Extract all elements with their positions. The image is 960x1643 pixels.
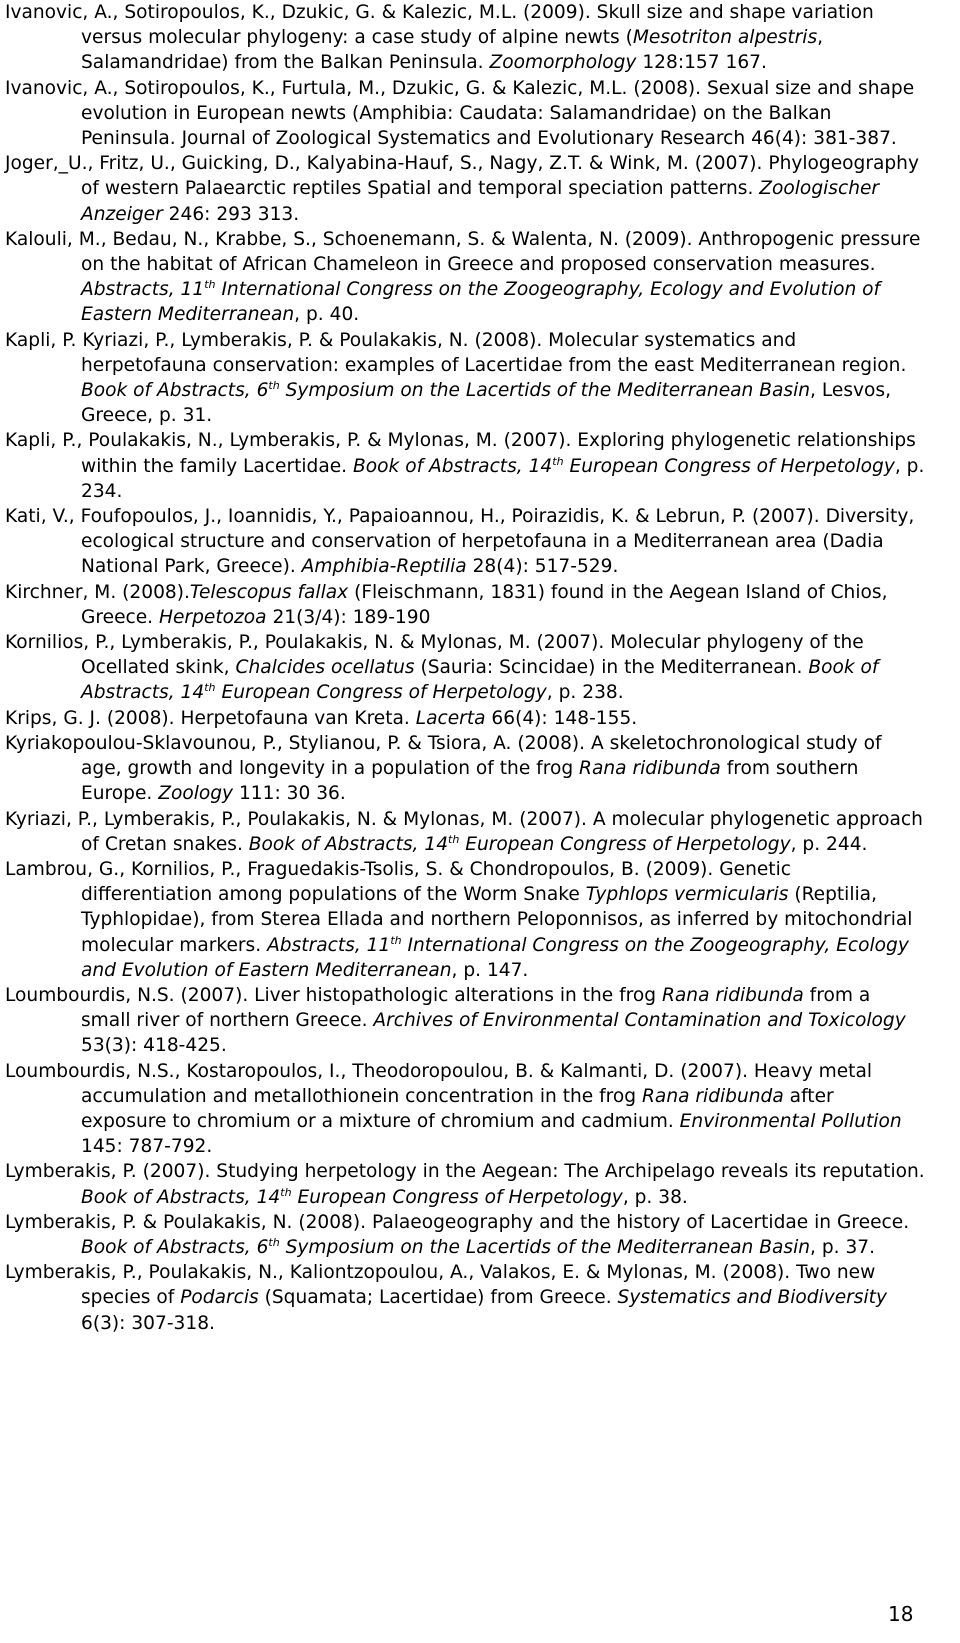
ref-journal: European Congress of Herpetology <box>215 682 547 704</box>
ref-journal: Abstracts, 11 <box>81 279 205 301</box>
ref-text: 145: 787-792. <box>81 1136 213 1158</box>
ref-text: Krips, G. J. (2008). Herpetofauna van Kreta. <box>5 707 416 729</box>
ref-journal: Symposium on the Lacertids of the Mediterranean Basin <box>279 1236 811 1258</box>
ref-journal: Herpetozoa <box>159 606 267 628</box>
reference-entry <box>5 76 925 152</box>
ref-journal: Book of Abstracts, 6 <box>81 380 269 402</box>
ref-superscript: th <box>448 832 460 846</box>
reference-entry <box>5 1059 925 1160</box>
ref-text: 111: 30 36. <box>233 783 346 805</box>
ref-text: 128:157 167. <box>636 52 767 74</box>
reference-entry <box>5 731 925 807</box>
ref-journal: Archives of Environmental Contamination and Toxicology <box>373 1010 906 1032</box>
ref-text: Ivanovic, A., Sotiropoulos, K., Dzukic, G. & Kalezic, M.L. (2009). Skull size and shape variation versus molecular phylogeny: a case study of alpine newts ( <box>5 2 874 49</box>
ref-journal: Zoology <box>158 783 234 805</box>
ref-text: Lymberakis, P. (2007). Studying herpetology in the Aegean: The Archipelago reveals its reputation. <box>5 1161 925 1183</box>
ref-text: Loumbourdis, N.S., Kostaropoulos, I., Theodoropoulou, B. & Kalmanti, D. (2007). Heavy metal accumulation and metallothionein concentration in the frog <box>5 1060 873 1107</box>
page-number: 18 <box>888 1602 914 1626</box>
ref-text: Kyriakopoulou-Sklavounou, P., Stylianou, P. & Tsiora, A. (2008). A skeletochronological study of age, growth and longevity in a population of the frog <box>5 732 882 780</box>
ref-text: Kati, V., Foufopoulos, J., Ioannidis, Y., Papaioannou, H., Poirazidis, K. & Lebrun, P. (2007). Diversity, ecological structure and conservation of herpetofauna in a Mediterranean area (Dadia National Park, Greece). <box>5 506 915 578</box>
ref-superscript: th <box>204 681 216 695</box>
ref-journal: Systematics and Biodiversity <box>617 1287 887 1309</box>
ref-text: (Reptilia, Typhlopidae), from Sterea Ellada and northern Peloponnisos, as inferred by mitochondrial molecular markers. <box>81 884 913 956</box>
ref-journal: Book of Abstracts, 14 <box>248 833 449 855</box>
reference-entry <box>5 857 925 983</box>
ref-superscript: th <box>268 378 280 392</box>
ref-text: 28(4): 517-529. <box>466 556 619 578</box>
ref-text: , p. 38. <box>622 1186 688 1208</box>
ref-journal: Book of Abstracts, 14 <box>81 1186 281 1208</box>
ref-text: , p. 238. <box>546 682 624 704</box>
reference-entry <box>5 1159 925 1209</box>
ref-text: Joger,_U., Fritz, U., Guicking, D., Kalyabina-Hauf, S., Nagy, Z.T. & Wink, M. (2007). Phylogeography of western Palaearctic reptiles Spatial and temporal speciation patterns. <box>5 153 919 200</box>
reference-entry <box>5 504 925 580</box>
ref-journal: Amphibia-Reptilia <box>301 556 467 578</box>
ref-journal: Zoomorphology <box>489 52 637 74</box>
reference-entry <box>5 580 925 630</box>
ref-journal: European Congress of Herpetology <box>563 455 895 477</box>
ref-text: , Salamandridae) from the Balkan Peninsula. <box>81 27 824 74</box>
ref-text: (Squamata; Lacertidae) from Greece. <box>258 1287 618 1309</box>
ref-journal: Zoologischer Anzeiger <box>81 178 880 225</box>
reference-entry <box>5 328 925 429</box>
ref-text: (Sauria: Scincidae) in the Mediterranean. <box>414 657 809 679</box>
ref-text: 53(3): 418-425. <box>81 1035 227 1057</box>
reference-entry <box>5 227 925 328</box>
ref-text: , p. 244. <box>790 833 868 855</box>
ref-text: (Fleischmann, 1831) found in the Aegean Island of Chios, Greece. <box>81 581 888 628</box>
reference-entry <box>5 630 925 706</box>
ref-text: , p. 37. <box>810 1236 876 1258</box>
reference-entry <box>5 983 925 1059</box>
reference-entry <box>5 706 925 731</box>
ref-journal: Abstracts, 11 <box>267 934 391 956</box>
ref-text: Ivanovic, A., Sotiropoulos, K., Furtula, M., Dzukic, G. & Kalezic, M.L. (2008). Sexual size and shape evolution in European newts (Amphibia: Caudata: Salamandridae) on the Balkan Peninsula. Journal of Zoological Systematics and Evolutionary Research 46(4): 381-387. <box>5 77 915 150</box>
ref-text: Lymberakis, P. & Poulakakis, N. (2008). Palaeogeography and the history of Lacertidae in Greece. <box>5 1211 910 1233</box>
ref-journal: Lacerta <box>415 707 486 729</box>
ref-journal: European Congress of Herpetology <box>291 1186 623 1208</box>
ref-text-italic: Rana ridibunda <box>661 984 804 1006</box>
ref-superscript: th <box>204 278 216 292</box>
reference-entry <box>5 0 925 76</box>
ref-journal: Book of Abstracts, 6 <box>81 1236 269 1258</box>
ref-superscript: th <box>390 933 402 947</box>
ref-text: Kalouli, M., Bedau, N., Krabbe, S., Schoenemann, S. & Walenta, N. (2009). Anthropogenic pressure on the habitat of African Chameleon in Greece and proposed conservation measures. <box>5 228 921 276</box>
ref-text: Loumbourdis, N.S. (2007). Liver histopathologic alterations in the frog <box>5 984 662 1006</box>
ref-text: 66(4): 148-155. <box>485 707 638 729</box>
ref-journal: Environmental Pollution <box>679 1110 902 1132</box>
ref-journal: Symposium on the Lacertids of the Mediterranean Basin <box>279 380 811 402</box>
ref-journal: European Congress of Herpetology <box>459 833 791 855</box>
reference-entry <box>5 1210 925 1260</box>
ref-text: Lambrou, G., Kornilios, P., Fraguedakis-Tsolis, S. & Chondropoulos, B. (2009). Genetic differentiation among populations of the Worm Snake <box>5 858 791 906</box>
ref-superscript: th <box>268 1235 280 1249</box>
ref-journal: Book of Abstracts, 14 <box>353 455 553 477</box>
reference-list <box>5 0 925 1336</box>
ref-text: Kyriazi, P., Lymberakis, P., Poulakakis, N. & Mylonas, M. (2007). A molecular phylogenetic approach of Cretan snakes. <box>5 808 923 855</box>
ref-text-italic: Chalcides ocellatus <box>235 657 415 679</box>
ref-text: 246: 293 313. <box>162 203 300 225</box>
ref-superscript: th <box>280 1185 292 1199</box>
ref-text: Lymberakis, P., Poulakakis, N., Kaliontzopoulou, A., Valakos, E. & Mylonas, M. (2008). Two new species of <box>5 1262 876 1309</box>
ref-text: Kapli, P., Poulakakis, N., Lymberakis, P. & Mylonas, M. (2007). Exploring phylogenetic relationships within the family Lacertidae. <box>5 430 916 477</box>
ref-text-italic: Typhlops vermicularis <box>585 884 789 906</box>
ref-text: Kirchner, M. (2008). <box>5 581 190 603</box>
ref-text: from southern Europe. <box>81 758 859 805</box>
ref-text: , p. 147. <box>451 959 529 981</box>
ref-text: , p. 40. <box>294 304 360 326</box>
ref-text-italic: Rana ridibunda <box>579 758 721 780</box>
ref-text: after exposure to chromium or a mixture of chromium and cadmium. <box>81 1085 834 1132</box>
ref-text-italic: Rana ridibunda <box>642 1085 784 1107</box>
ref-text: , Lesvos, Greece, p. 31. <box>81 380 891 427</box>
ref-text: Kornilios, P., Lymberakis, P., Poulakakis, N. & Mylonas, M. (2007). Molecular phylogeny of the Ocellated skink, <box>5 632 864 679</box>
ref-text: , p. 234. <box>81 455 925 502</box>
ref-text-italic: Telescopus fallax <box>189 581 349 603</box>
reference-entry <box>5 151 925 227</box>
ref-text-italic: Mesotriton alpestris <box>632 27 818 49</box>
ref-text: Kapli, P. Kyriazi, P., Lymberakis, P. & Poulakakis, N. (2008). Molecular systematics and herpetofauna conservation: examples of Lacertidae from the east Mediterranean region. <box>5 329 907 376</box>
reference-entry <box>5 1260 925 1336</box>
ref-journal: International Congress on the Zoogeography, Ecology and Evolution of Eastern Mediterranean <box>81 279 881 326</box>
ref-superscript: th <box>552 454 564 468</box>
reference-entry <box>5 428 925 504</box>
ref-text: from a small river of northern Greece. <box>81 984 871 1032</box>
reference-entry <box>5 807 925 857</box>
ref-journal: International Congress on the Zoogeography, Ecology and Evolution of Eastern Mediterranean <box>81 934 909 981</box>
ref-journal: Book of Abstracts, 14 <box>81 657 879 704</box>
ref-text: 21(3/4): 189-190 <box>266 606 431 628</box>
ref-text: 6(3): 307-318. <box>81 1312 215 1334</box>
ref-text-italic: Podarcis <box>180 1287 259 1309</box>
